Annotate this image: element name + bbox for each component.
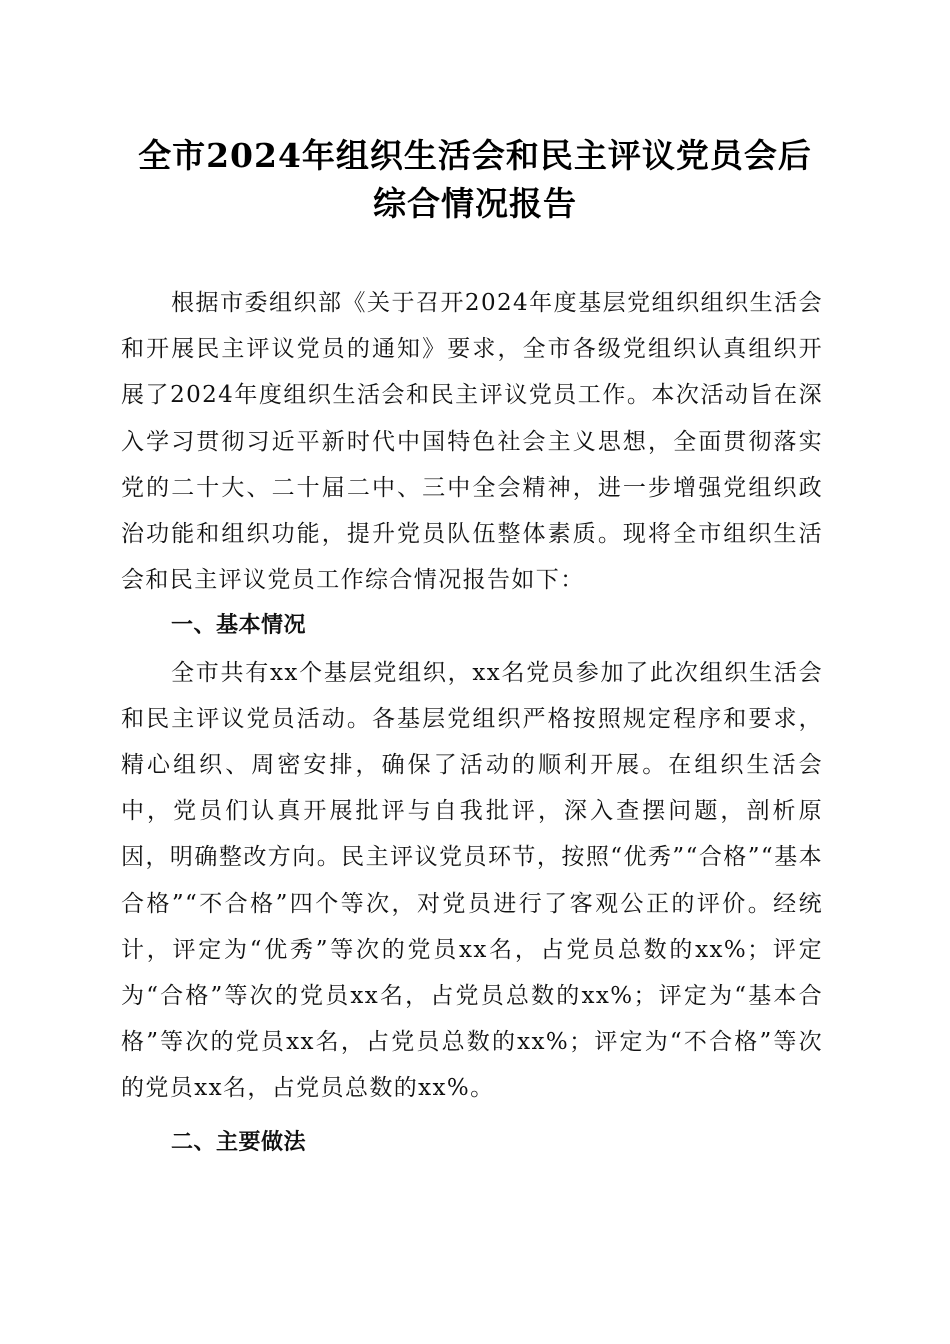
title-line-1: 全市2024年组织生活会和民主评议党员会后: [138, 136, 812, 175]
section-heading-methods: 二、主要做法: [171, 1129, 307, 1155]
intro-paragraph: 根据市委组织部《关于召开2024年度基层党组织组织生活会和开展民主评议党员的通知》要求，全市各级党组织认真组织开展了2024年度组织生活会和民主评议党员工作。本次活动旨在深入学习贯彻习近平新时代中国特色社会主义思想，全面贯彻落实党的二十大、二十届二中、三中全会精神，进一步增强党组织政治功能和组织功能，提升党员队伍整体素质。现将全市组织生活会和民主评议党员工作综合情况报告如下：: [121, 290, 823, 594]
section-paragraph-basic: 全市共有xx个基层党组织，xx名党员参加了此次组织生活会和民主评议党员活动。各基层党组织严格按照规定程序和要求，精心组织、周密安排，确保了活动的顺利开展。在组织生活会中，党员们认真开展批评与自我批评，深入查摆问题，剖析原因，明确整改方向。民主评议党员环节，按照“优秀”“合格”“基本合格”“不合格”四个等次，对党员进行了客观公正的评价。经统计，评定为“优秀”等次的党员xx名，占党员总数的xx%；评定为“合格”等次的党员xx名，占党员总数的xx%；评定为“基本合格”等次的党员xx名，占党员总数的xx%；评定为“不合格”等次的党员xx名，占党员总数的xx%。: [121, 659, 823, 1102]
section-gap: [121, 1112, 823, 1120]
document-body: [121, 280, 823, 1166]
document-title: [60, 132, 890, 228]
section-heading-basic: 一、基本情况: [171, 613, 307, 639]
title-line-2: 综合情况报告: [373, 184, 577, 223]
